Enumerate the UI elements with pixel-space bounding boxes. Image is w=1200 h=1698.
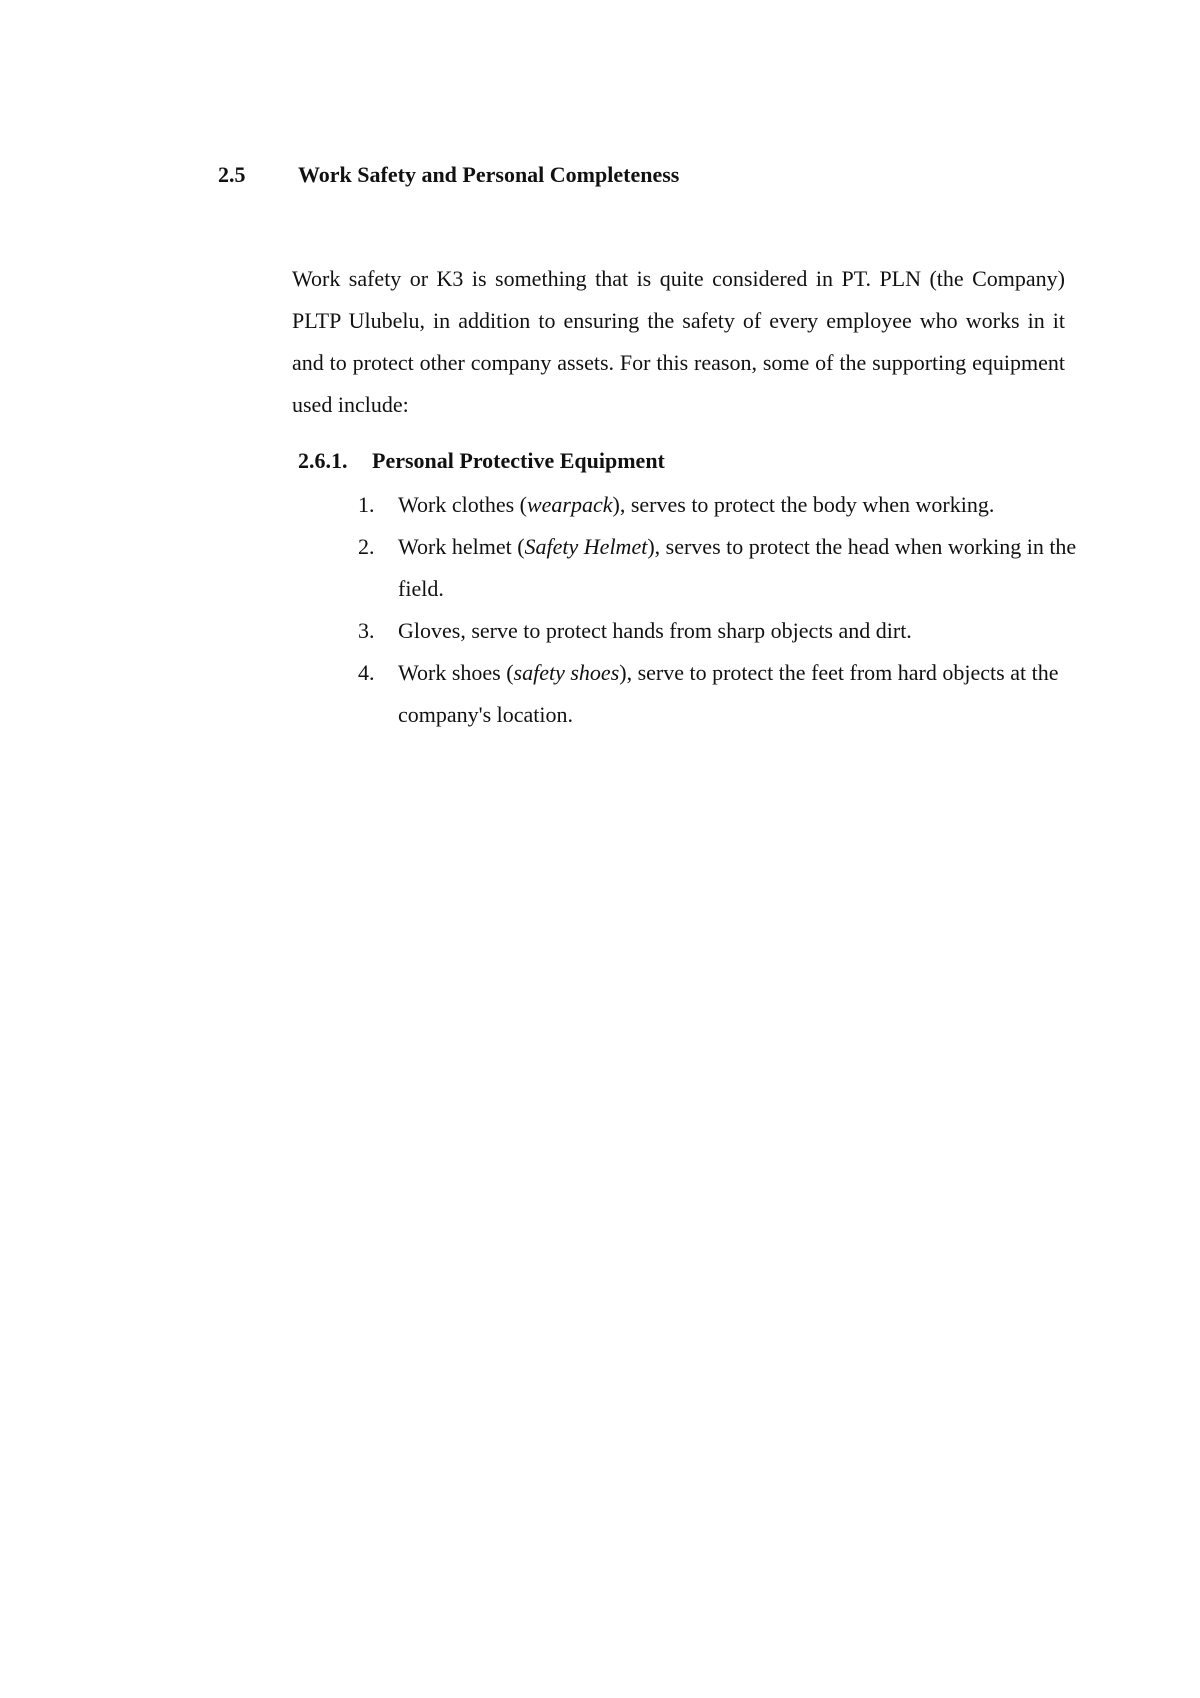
intro-paragraph: Work safety or K3 is something that is quite considered in PT. PLN (the Company) PLTP Ulubelu, in addition to ensuring the safety of every employee who works in it and to protect other company assets. For this reason, some of the supporting equipment used include: [292,266,1065,417]
list-item-number: 2. [358,534,375,559]
list-item-text: Gloves, serve to protect hands from sharp objects and dirt. [398,618,912,643]
list-item-number: 3. [358,618,375,643]
list-item [358,652,1078,736]
list-item-text: Work clothes (wearpack), serves to protect the body when working. [398,492,995,517]
list-item-text: Work helmet (Safety Helmet), serves to protect the head when working in the field. [398,534,1077,601]
equipment-list [358,484,1078,736]
list-item [358,484,1078,526]
section-title: Work Safety and Personal Completeness [298,162,680,187]
subsection-number: 2.6.1. [298,448,348,473]
list-item-text: Work shoes (safety shoes), serve to protect the feet from hard objects at the company's location. [398,660,1059,727]
list-item-number: 4. [358,660,375,685]
list-item-number: 1. [358,492,375,517]
list-item [358,526,1078,610]
section-heading [218,160,679,190]
list-item [358,610,1078,652]
section-number: 2.5 [218,162,246,187]
subsection-title: Personal Protective Equipment [372,448,665,473]
subsection-heading [298,446,665,476]
